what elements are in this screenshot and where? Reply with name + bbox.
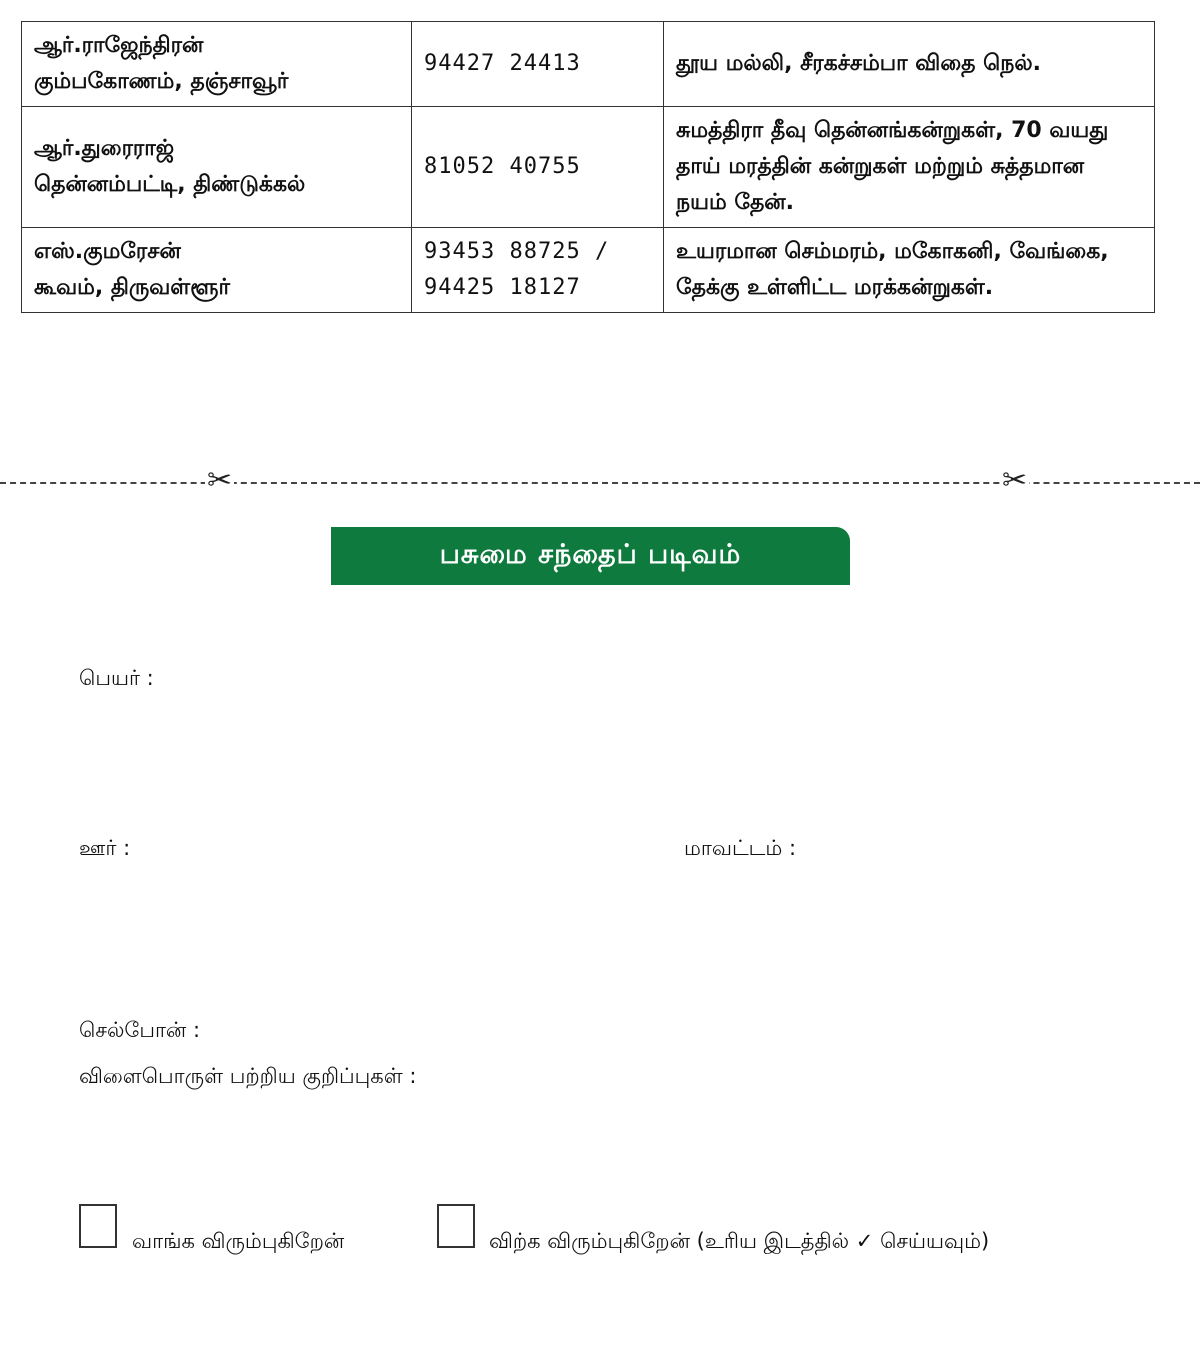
phone-number: 94425 18127	[424, 275, 581, 300]
seller-cell	[22, 228, 412, 313]
phone-cell	[412, 22, 664, 107]
district-field-label: மாவட்டம் :	[684, 836, 797, 860]
item-description-line: நயம் தேன்.	[676, 190, 794, 215]
seller-name: ஆர்.ராஜேந்திரன்	[34, 33, 204, 58]
buy-checkbox[interactable]	[79, 1204, 117, 1248]
town-field-label: ஊர் :	[79, 836, 131, 860]
item-description-line: உயரமான செம்மரம், மகோகனி, வேங்கை,	[676, 239, 1109, 264]
buy-option-label: வாங்க விரும்புகிறேன்	[132, 1229, 345, 1253]
item-cell	[664, 107, 1155, 228]
seller-cell	[22, 107, 412, 228]
item-description-line: தூய மல்லி, சீரகச்சம்பா விதை நெல்.	[676, 51, 1041, 76]
phone-number: 94427 24413	[424, 51, 581, 76]
table-row	[22, 107, 1155, 228]
phone-cell	[412, 228, 664, 313]
produce-notes-field-label: விளைபொருள் பற்றிய குறிப்புகள் :	[79, 1064, 417, 1088]
phone-number: 93453 88725 /	[424, 239, 610, 264]
scissors-icon: ✂	[207, 463, 233, 498]
sell-option-label: விற்க விரும்புகிறேன் (உரிய இடத்தில் ✓ செய்யவும்)	[489, 1229, 990, 1253]
sell-checkbox[interactable]	[437, 1204, 475, 1248]
table-row	[22, 22, 1155, 107]
table-row	[22, 228, 1155, 313]
item-cell	[664, 22, 1155, 107]
item-description-line: தாய் மரத்தின் கன்றுகள் மற்றும் சுத்தமான	[676, 154, 1085, 179]
seller-place: கும்பகோணம், தஞ்சாவூர்	[34, 69, 289, 94]
name-field-label: பெயர் :	[79, 666, 154, 690]
scissors-icon: ✂	[1002, 463, 1028, 498]
phone-cell	[412, 107, 664, 228]
item-description-line: தேக்கு உள்ளிட்ட மரக்கன்றுகள்.	[676, 275, 994, 300]
seller-listing-table	[21, 21, 1155, 313]
seller-cell	[22, 22, 412, 107]
seller-name: எஸ்.குமரேசன்	[34, 239, 181, 264]
seller-place: கூவம், திருவள்ளூர்	[34, 275, 230, 300]
form-title: பசுமை சந்தைப் படிவம்	[439, 538, 742, 570]
item-cell	[664, 228, 1155, 313]
phone-number: 81052 40755	[424, 154, 581, 179]
seller-place: தென்னம்பட்டி, திண்டுக்கல்	[34, 172, 306, 197]
seller-name: ஆர்.துரைராஜ்	[34, 136, 175, 161]
form-title-banner	[331, 527, 850, 585]
item-description-line: சுமத்திரா தீவு தென்னங்கன்றுகள், 70 வயது	[676, 118, 1109, 143]
cellphone-field-label: செல்போன் :	[79, 1018, 201, 1042]
